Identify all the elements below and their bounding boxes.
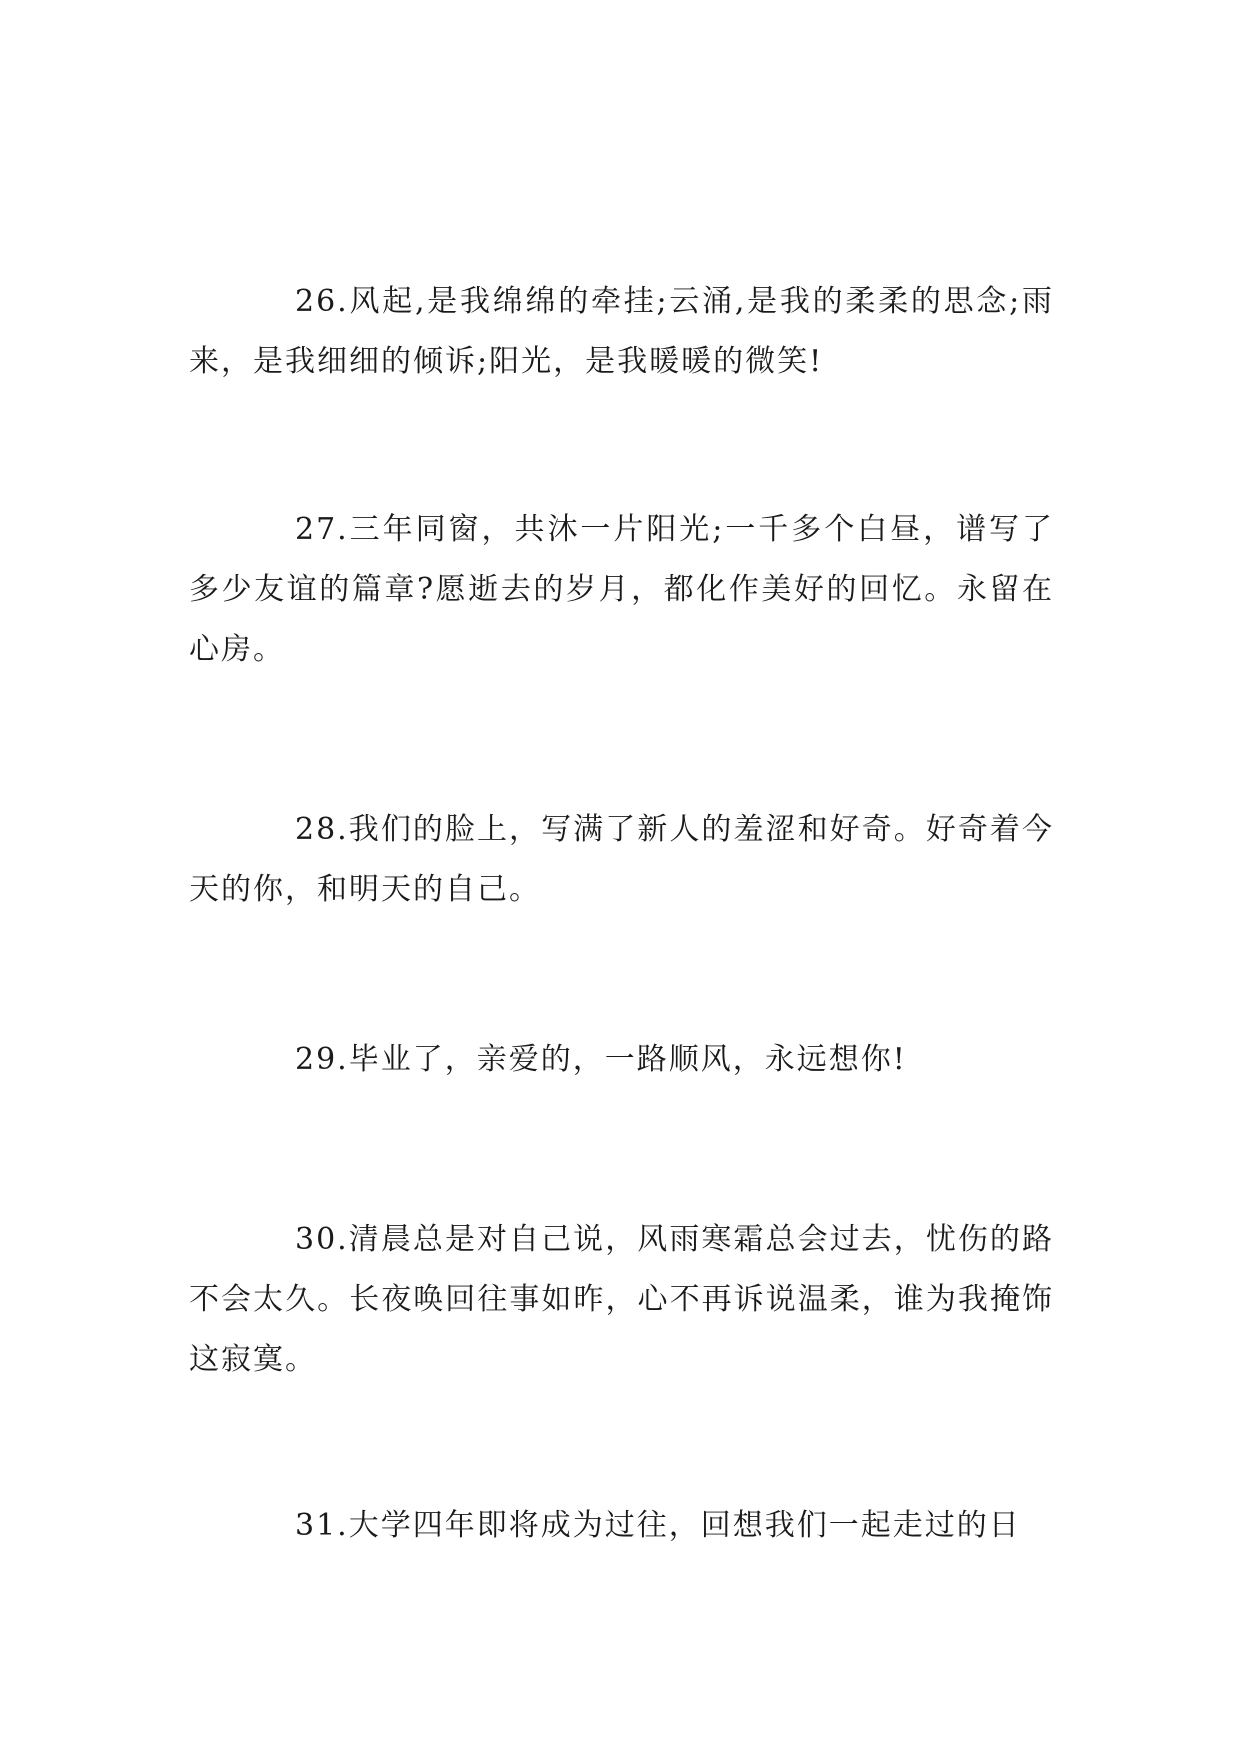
paragraph-31: 31.大学四年即将成为过往，回想我们一起走过的日 xyxy=(295,1508,1021,1543)
paragraph-28: 28.我们的脸上，写满了新人的羞涩和好奇。好奇着今天的你，和明天的自己。 xyxy=(189,812,1054,907)
paragraph-29: 29.毕业了，亲爱的，一路顺风，永远想你! xyxy=(295,1042,907,1077)
paragraph-30: 30.清晨总是对自己说，风雨寒霜总会过去，忧伤的路不会太久。长夜唤回往事如昨，心不再诉说温柔，谁为我掩饰这寂寞。 xyxy=(189,1222,1054,1377)
paragraph-27: 27.三年同窗，共沐一片阳光;一千多个白昼，谱写了多少友谊的篇章?愿逝去的岁月，都化作美好的回忆。永留在心房。 xyxy=(189,512,1054,667)
paragraph-26: 26.风起,是我绵绵的牵挂;云涌,是我的柔柔的思念;雨来，是我细细的倾诉;阳光，是我暖暖的微笑! xyxy=(189,284,1054,379)
